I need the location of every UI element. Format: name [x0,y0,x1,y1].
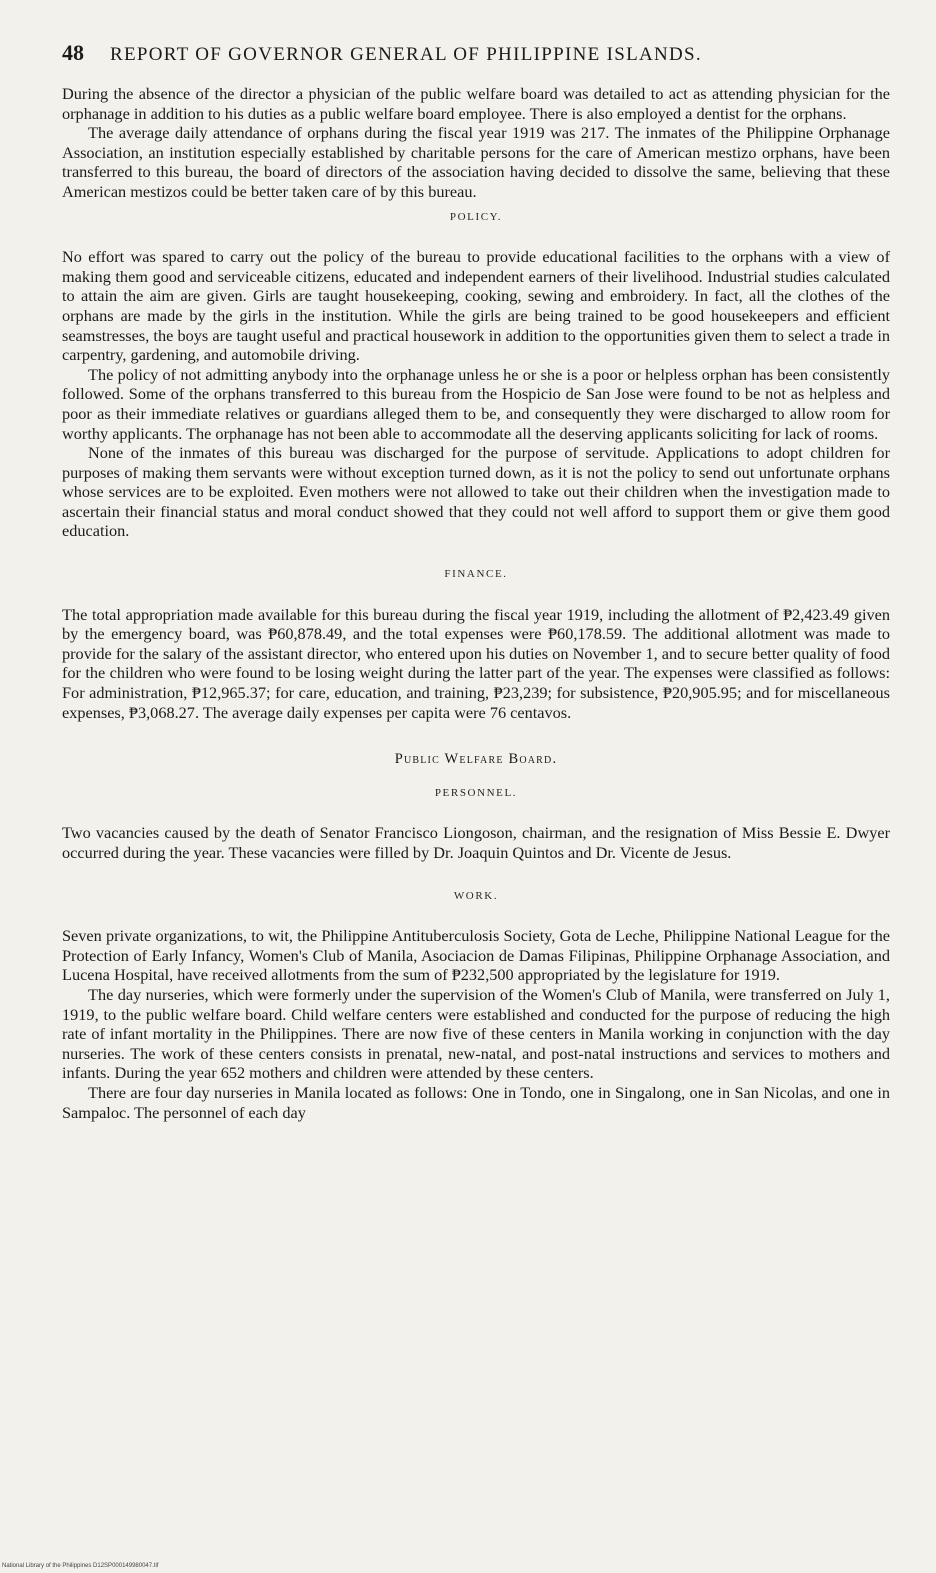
section-heading-finance: FINANCE. [444,568,508,581]
major-heading-public-welfare-board: Public Welfare Board. [394,751,558,768]
section-heading-personnel: PERSONNEL. [434,786,518,799]
work-paragraph-3: There are four day nurseries in Manila located as follows: One in Tondo, one in Singalong, one in San Nicolas, and one in Sampaloc. The personnel of each day [62,1082,890,1122]
finance-paragraph-1: The total appropriation made available for this bureau during the fiscal year 1919, including the allotment of ₱2,423.49 given by the emergency board, was ₱60,878.49, and the total expenses were ₱60,178.59. The additional allotment was made to provide for the salary of the assistant director, who entered upon his duties on November 1, and to secure better quality of food for the children who were found to be losing weight during the latter part of the year. The expenses were classified as follows: For administration, ₱12,965.37; for care, education, and training, ₱23,239; for subsistence, ₱20,905.95; and for miscellaneous expenses, ₱3,068.27. The average daily expenses per capita were 76 centavos. [62,604,890,722]
personnel-paragraph-1: Two vacancies caused by the death of Senator Francisco Liongoson, chairman, and the resignation of Miss Bessie E. Dwyer occurred during the year. These vacancies were filled by Dr. Joaquin Quintos and Dr. Vicente de Jesus. [62,823,890,862]
section-heading-policy: POLICY. [449,210,503,223]
intro-paragraph-2: The average daily attendance of orphans during the fiscal year 1919 was 217. The inmates of the Philippine Orphanage Association, an institution especially established by charitable persons for the care of American mestizo orphans, have been transferred to this bureau, the board of directors of the association having decided to dissolve the same, believing that these American mestizos could be better taken care of by this bureau. [62,123,890,201]
page-body [62,84,890,1122]
policy-paragraph-3: None of the inmates of this bureau was discharged for the purpose of servitude. Applications to adopt children for purposes of making them servants were without exception turned down, as it is not the policy to send out unfortunate orphans whose services are to be exploited. Even mothers were not allowed to take out their children when the investigation made to ascertain their financial status and moral conduct showed that they could not well afford to support them or give them good education. [62,443,890,541]
policy-paragraph-2: The policy of not admitting anybody into the orphanage unless he or she is a poor or helpless orphan has been consistently followed. Some of the orphans transferred to this bureau from the Hospicio de San Jose were found to be not as helpless and poor as their immediate relatives or guardians alleged them to be, and consequently they were discharged to allow room for worthy applicants. The orphanage has not been able to accommodate all the deserving applicants soliciting for lack of rooms. [62,364,890,443]
page-header [62,40,882,66]
work-paragraph-2: The day nurseries, which were formerly under the supervision of the Women's Club of Manila, were transferred on July 1, 1919, to the public welfare board. Child welfare centers were established and conducted for the purpose of reducing the high rate of infant mortality in the Philippines. There are now five of these centers in Manila working in conjunction with the day nurseries. The work of these centers consists in prenatal, new-natal, and post-natal instructions and services to mothers and infants. During the year 652 mothers and children were attended by these centers. [62,984,890,1083]
policy-paragraph-1: No effort was spared to carry out the policy of the bureau to provide educational facilities to the orphans with a view of making them good and serviceable citizens, educated and independent earners of their livelihood. Industrial studies calculated to attain the aim are given. Girls are taught housekeeping, cooking, sewing and embroidery. In fact, all the clothes of the orphans are made by the girls in the institution. While the girls are being trained to be good housekeepers and efficient seamstresses, the boys are taught useful and practical housework in addition to the opportunities given them to select a trade in carpentry, gardening, and automobile driving. [62,247,890,365]
intro-paragraph-1: During the absence of the director a physician of the public welfare board was detailed to act as attending physician for the orphanage in addition to his duties as a public welfare board employee. There is also employed a dentist for the orphans. [62,84,890,123]
scan-credit-footer: National Library of the Philippines D12SP000149980047.tif [2,1563,159,1569]
work-paragraph-1: Seven private organizations, to wit, the Philippine Antituberculosis Society, Gota de Leche, Philippine National League for the Protection of Early Infancy, Women's Club of Manila, Asociacion de Damas Filipinas, Philippine Orphanage Association, and Lucena Hospital, have received allotments from the sum of ₱232,500 appropriated by the legislature for 1919. [62,926,890,985]
page-number: 48 [62,40,84,65]
running-title: REPORT OF GOVERNOR GENERAL OF PHILIPPINE ISLANDS. [110,44,702,65]
section-heading-work: WORK. [453,889,499,902]
